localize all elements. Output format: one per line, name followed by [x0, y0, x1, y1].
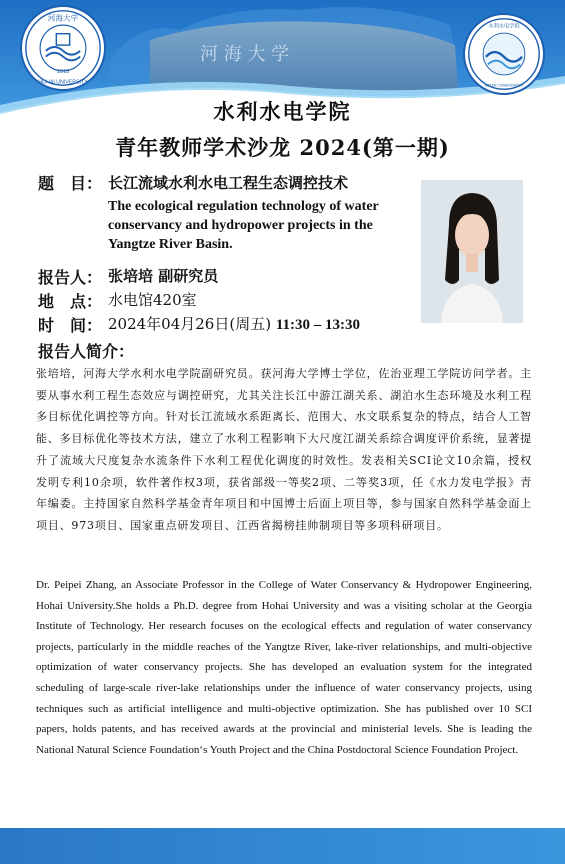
svg-text:河海大学: 河海大学: [47, 13, 79, 23]
time-label: 时 间：: [38, 316, 103, 335]
svg-text:水利水电学院: 水利水电学院: [488, 23, 520, 30]
time-range: 11:30 – 13:30: [275, 317, 361, 333]
topic-en: The ecological regulation technology of water conservancy and hydropower projects in the Yangtze River Basin.: [108, 199, 379, 252]
hohai-university-logo: [20, 5, 106, 91]
speaker-label: 报告人：: [38, 268, 103, 287]
location-value: 水电馆420室: [108, 291, 197, 309]
date-value: 2024年04月26日(周五): [108, 315, 272, 333]
stone-inscription: 河 海 大 学: [200, 44, 290, 65]
topic-label: 题 目：: [38, 174, 103, 193]
speaker-name: 张培培 副研究员: [108, 267, 219, 285]
speaker-photo: [421, 180, 523, 323]
time-value: [108, 313, 360, 334]
school-title: 水利水电学院: [213, 99, 352, 124]
header-banner: [0, 0, 565, 150]
topic-cn: 长江流域水利水电工程生态调控技术: [108, 174, 349, 192]
svg-text:HOHAI UNIVERSITY: HOHAI UNIVERSITY: [38, 79, 88, 86]
event-title: 青年教师学术沙龙 2024(第一期): [115, 135, 450, 160]
college-logo: [463, 13, 545, 95]
bio-english: Dr. Peipei Zhang, an Associate Professor in the College of Water Conservancy & Hydropower Engineering, Hohai University.She holds a Ph.D. degree from Hohai University and was a visiting scholar at the Georgia Institute of Technology. Her research focuses on the ecological effects and regulation of water conservancy projects, particularly in the middle reaches of the Yangtze River, lake-river relationships, and multi-objective optimization of water conservancy projects. She has developed an evaluation system for the integrated scheduling of large-scale river-lake relationships under the influence of water conservancy projects, using techniques such as artificial intelligence and multi-objective optimization. She has published over 10 SCI papers, holds patents, and has received awards at the provincial and ministerial levels. She is leading the National Natural Science Foundation‘s Youth Project and the China Postdoctoral Science Foundation Project.: [36, 579, 532, 756]
svg-text:WATER CONSERVANCY: WATER CONSERVANCY: [484, 83, 524, 88]
footer-bar: [0, 828, 565, 864]
svg-text:1915: 1915: [56, 68, 70, 75]
bio-heading: 报告人简介：: [38, 342, 135, 361]
bio-chinese: 张培培，河海大学水利水电学院副研究员。获河海大学博士学位，佐治亚理工学院访问学者。主要从事水利工程生态效应与调控研究，尤其关注长江中游江湖关系、湖泊水生态环境及水利工程多目标优化调控等方向。针对长江流域水系距离长、范围大、水文联系复杂的特点，结合人工智能、多目标优化等技术方法，建立了水利工程影响下大尺度江湖关系综合调度评价系统，显著提升了流域大尺度复杂水流条件下水利工程优化调度的时效性。发表相关SCI论文10余篇，授权发明专利10余项，软件著作权3项，获省部级一等奖2项、二等奖3项，任《水力发电学报》青年编委。主持国家自然科学基金青年项目和中国博士后面上项目等，参与国家自然科学基金面上项目、973项目、国家重点研发项目、江西省揭榜挂帅制项目等多项科研项目。: [36, 367, 532, 532]
location-label: 地 点：: [38, 292, 103, 311]
